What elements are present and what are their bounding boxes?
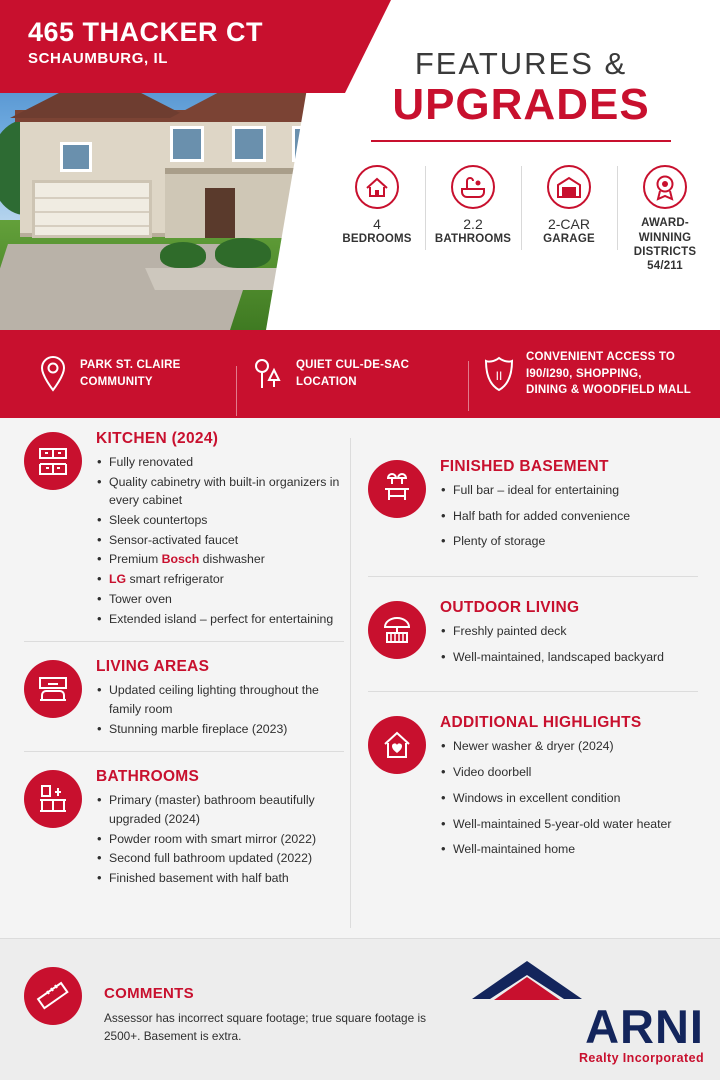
garage-icon (525, 160, 613, 214)
list-item: • Primary (master) bathroom beautifully upgraded (2024) (96, 791, 344, 828)
svg-text:II: II (495, 368, 503, 383)
photo-window (170, 126, 204, 162)
comments-section (0, 938, 720, 1080)
strip-item-culdesac (236, 354, 468, 394)
stat-districts-label: DISTRICTS 54/211 (633, 245, 697, 273)
section-divider (368, 691, 698, 692)
section-divider (24, 641, 344, 642)
company-logo (446, 959, 704, 1063)
section-kitchen (24, 428, 344, 629)
award-ribbon-icon (621, 160, 709, 214)
bathtub-icon (429, 160, 517, 214)
strip-community-line1: PARK ST. CLAIRE (80, 359, 181, 372)
stat-bathrooms-label: BATHROOMS (434, 233, 512, 246)
strip-access-line3: DINING & WOODFIELD MALL (526, 384, 691, 397)
list-item (96, 570, 344, 589)
right-column (368, 428, 698, 874)
map-pin-icon (36, 354, 70, 394)
list-item: • Well-maintained 5-year-old water heater (440, 815, 698, 834)
photo-window (60, 142, 92, 172)
list-item: • Sensor-activated faucet (96, 531, 344, 550)
section-living-areas (24, 656, 344, 739)
kitchen-icon (24, 432, 82, 490)
bathroom-vanity-icon (24, 770, 82, 828)
stat-bedrooms-label: BEDROOMS (342, 233, 412, 246)
strip-community-line2: COMMUNITY (80, 376, 153, 388)
section-kitchen-list (96, 453, 344, 628)
section-finished-basement-body (440, 456, 698, 558)
photo-bush (215, 238, 271, 268)
section-living-areas-list (96, 681, 344, 738)
list-item-pre: Premium (109, 552, 162, 567)
list-item: • Plenty of storage (440, 532, 698, 551)
list-item: • Fully renovated (96, 453, 344, 472)
list-item (96, 550, 344, 569)
stat-bedrooms (329, 160, 425, 274)
section-divider (24, 751, 344, 752)
list-item: • Second full bathroom updated (2022) (96, 849, 344, 868)
house-heart-icon (368, 716, 426, 774)
location-strip (0, 330, 720, 418)
section-additional-highlights-body (440, 712, 698, 865)
stat-bathrooms-value: 2.2 (463, 216, 483, 233)
photo-garage-door (32, 180, 152, 238)
stat-garage-label: GARAGE (543, 233, 595, 246)
brand-lg: LG (109, 572, 127, 587)
list-item: • Well-maintained home (440, 840, 698, 859)
bar-stools-icon (368, 460, 426, 518)
section-bathrooms-heading: BATHROOMS (96, 768, 200, 786)
logo-tagline: Realty Incorporated (579, 1051, 704, 1065)
property-address: 465 THACKER CT (28, 17, 264, 47)
section-bathrooms (24, 766, 344, 888)
brand-bosch: Bosch (161, 552, 200, 567)
stats-row (322, 160, 720, 274)
strip-culdesac-text (296, 357, 409, 390)
list-item: • Freshly painted deck (440, 622, 698, 641)
list-item: • Windows in excellent condition (440, 789, 698, 808)
strip-culdesac-line2: LOCATION (296, 376, 357, 388)
stat-districts-value: AWARD-WINNING (638, 217, 692, 244)
patio-umbrella-icon (368, 601, 426, 659)
list-item: • Finished basement with half bath (96, 869, 344, 888)
list-item: • Powder room with smart mirror (2022) (96, 830, 344, 849)
logo-name: ARNI (585, 1000, 704, 1053)
section-divider (368, 576, 698, 577)
column-divider (350, 438, 351, 928)
features-title-line1: FEATURES & (414, 46, 628, 81)
section-additional-highlights-heading: ADDITIONAL HIGHLIGHTS (440, 714, 642, 732)
ruler-icon (24, 967, 82, 1025)
title-rule (371, 140, 671, 142)
features-title-line2: UPGRADES (392, 80, 650, 129)
strip-item-access (468, 349, 720, 399)
list-item: • Full bar – ideal for entertaining (440, 481, 698, 500)
photo-front-door (205, 188, 235, 238)
list-item: • Extended island – perfect for entertaining (96, 610, 344, 629)
list-item-post: dishwasher (199, 552, 265, 567)
stat-bedrooms-value: 4 (373, 216, 381, 233)
strip-culdesac-line1: QUIET CUL-DE-SAC (296, 359, 410, 372)
section-kitchen-body (96, 428, 344, 629)
section-living-areas-body (96, 656, 344, 739)
strip-access-line1: CONVENIENT ACCESS TO (526, 350, 676, 363)
section-outdoor-living-list (440, 622, 698, 666)
section-living-areas-heading: LIVING AREAS (96, 658, 210, 676)
section-bathrooms-list (96, 791, 344, 887)
section-kitchen-heading: KITCHEN (2024) (96, 430, 219, 447)
highway-shield-icon (482, 354, 516, 394)
living-room-icon (24, 660, 82, 718)
list-item-post: smart refrigerator (126, 572, 224, 587)
comments-text: Assessor has incorrect square footage; true square footage is 2500+. Basement is extra. (104, 1011, 426, 1044)
section-additional-highlights-list (440, 737, 698, 858)
strip-community-text (80, 357, 181, 390)
section-finished-basement-list (440, 481, 698, 551)
list-item: • Video doorbell (440, 763, 698, 782)
strip-item-community (0, 354, 236, 394)
stat-districts (617, 160, 713, 274)
strip-access-line2: I90/I290, SHOPPING, (526, 367, 642, 380)
strip-access-text (526, 349, 691, 399)
photo-window (232, 126, 266, 162)
stat-garage-value: 2-CAR (547, 216, 590, 233)
comments-heading: COMMENTS (104, 985, 194, 1002)
list-item: • Newer washer & dryer (2024) (440, 737, 698, 756)
list-item: • Stunning marble fireplace (2023) (96, 720, 344, 739)
stat-bathrooms (425, 160, 521, 274)
section-bathrooms-body (96, 766, 344, 888)
address-banner (0, 0, 345, 93)
cul-de-sac-icon (250, 354, 286, 394)
hero-section (0, 0, 720, 330)
section-outdoor-living-body (440, 597, 698, 673)
list-item: • Tower oven (96, 590, 344, 609)
list-item: • Half bath for added convenience (440, 507, 698, 526)
list-item: • Updated ceiling lighting throughout the family room (96, 681, 344, 718)
stat-garage (521, 160, 617, 274)
list-item: • Sleek countertops (96, 511, 344, 530)
photo-bush (160, 242, 206, 268)
list-item: • Quality cabinetry with built-in organizers in every cabinet (96, 473, 344, 510)
section-finished-basement-heading: FINISHED BASEMENT (440, 458, 609, 475)
features-body (0, 418, 720, 938)
list-item: • Well-maintained, landscaped backyard (440, 648, 698, 667)
property-city: SCHAUMBURG, IL (28, 50, 169, 68)
section-additional-highlights (368, 712, 698, 865)
left-column (24, 428, 344, 897)
section-outdoor-living (368, 597, 698, 673)
section-finished-basement (368, 456, 698, 558)
section-outdoor-living-heading: OUTDOOR LIVING (440, 599, 580, 617)
house-icon (333, 160, 421, 214)
